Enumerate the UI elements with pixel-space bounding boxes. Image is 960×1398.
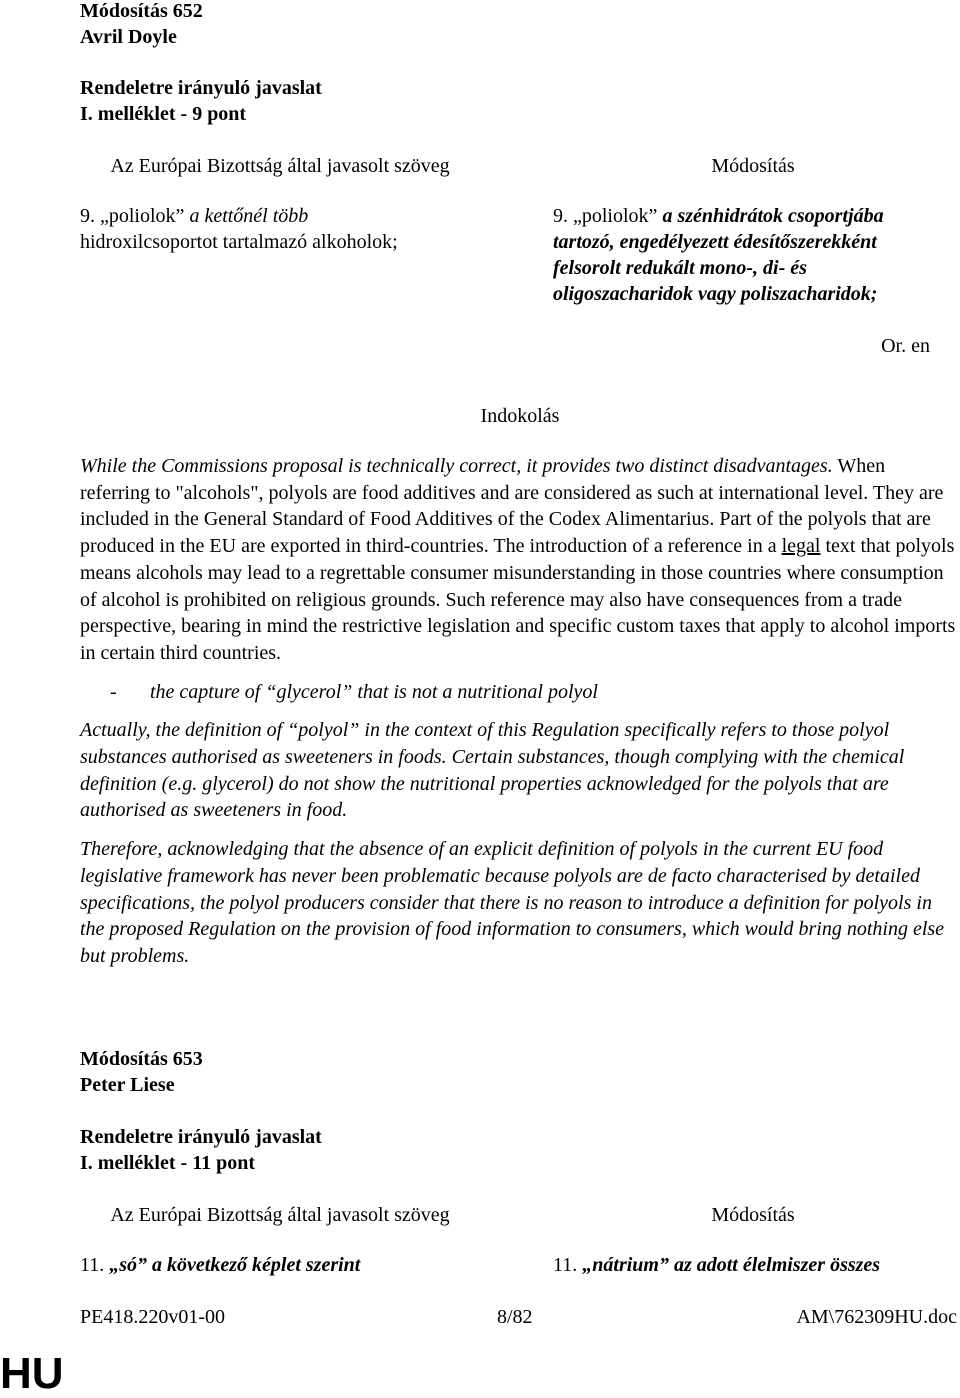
amendment-title-2: Módosítás 653 <box>80 1048 203 1070</box>
justification-p1-part-a: While the Commissions proposal is technically correct, it provides two distinct disadvantages. <box>80 455 833 477</box>
commission-text-2 <box>80 1252 360 1278</box>
justification-p1-part-b <box>80 455 955 664</box>
bullet-item <box>80 679 960 706</box>
amendment-text-2 <box>553 1252 880 1278</box>
amendment-text-line2: tartozó, engedélyezett édesítőszerekként <box>553 231 877 253</box>
justification-label: Indokolás <box>480 405 560 427</box>
commission-text-header: Az Európai Bizottság által javasolt szöveg <box>110 155 450 177</box>
commission-text-prefix: 9. „poliolok” <box>80 205 190 227</box>
language-mark: HU <box>0 1349 64 1398</box>
amendment-header: Módosítás <box>711 155 795 177</box>
footer-page-number: 8/82 <box>497 1306 533 1328</box>
amendment-text-prefix: 9. „poliolok” <box>553 205 663 227</box>
justification-paragraph-2: Actually, the definition of “polyol” in the context of this Regulation specifically refers to those polyol substances authorised as sweeteners in foods. Certain substances, though complying with the chemical definition (e.g. glycerol) do not show the nutritional properties acknowledged for the polyols that are authorised as sweeteners in food. <box>80 719 905 822</box>
commission-text <box>80 203 520 255</box>
bullet-text: the capture of “glycerol” that is not a nutritional polyol <box>150 680 598 703</box>
justification-p1-part-c: text that polyols means alcohols may lead to a regrettable consumer misunderstanding in those countries where consumption of alcohol is prohibited on religious grounds. Such reference may also have consequences from a trade perspective, bearing in mind the restrictive legislation and specific custom taxes that apply to alcohol imports in certain third countries. <box>80 535 956 664</box>
annex-reference: I. melléklet - 9 pont <box>80 103 247 125</box>
justification-paragraph-1 <box>80 453 960 667</box>
proposal-label: Rendeletre irányuló javaslat <box>80 77 322 99</box>
legal-underlined: legal <box>781 535 821 558</box>
amendment-text-line4: oligoszacharidok vagy poliszacharidok; <box>553 283 878 305</box>
commission-text-italic: a kettőnél több <box>189 205 309 227</box>
amendment-author: Avril Doyle <box>80 26 177 48</box>
amendment-title: Módosítás 652 <box>80 0 203 22</box>
proposal-label-2: Rendeletre irányuló javaslat <box>80 1126 322 1148</box>
amendment-text <box>553 203 960 307</box>
justification-body <box>80 453 960 970</box>
bullet-dash: - <box>110 680 117 703</box>
amendment-author-2: Peter Liese <box>80 1074 175 1096</box>
amendment-text-2-bold: „nátrium” az adott élelmiszer összes <box>582 1254 881 1276</box>
commission-text-2-num: 11. <box>80 1254 110 1276</box>
justification-paragraph-3: Therefore, acknowledging that the absence of an explicit definition of polyols in the current EU food legislative framework has never been problematic because polyols are de facto characterised by detailed specifications, the polyol producers consider that there is no reason to introduce a definition for polyols in the proposed Regulation on the provision of food information to consumers, which would bring nothing else but problems. <box>80 838 945 967</box>
commission-text-header-2: Az Európai Bizottság által javasolt szöveg <box>110 1204 450 1226</box>
original-language: Or. en <box>881 335 930 357</box>
amendment-header-2: Módosítás <box>711 1204 795 1226</box>
amendment-text-2-num: 11. <box>553 1254 583 1276</box>
amendment-text-line3: felsorolt redukált mono-, di- és <box>553 257 807 279</box>
commission-text-2-bold: „só” a következő képlet szerint <box>109 1254 361 1276</box>
footer-filename: AM\762309HU.doc <box>796 1306 957 1328</box>
justification-p1-part-b-text: When referring to "alcohols", polyols are food additives and are considered as such at international level. They are included in the General Standard of Food Additives of the Codex Alimentarius. Part of the polyols that are produced in the EU are exported in third-countries. The introduction of a reference in a <box>80 455 944 558</box>
amendment-text-bold: a szénhidrátok csoportjába <box>662 205 884 227</box>
footer-doc-reference: PE418.220v01-00 <box>80 1306 225 1328</box>
annex-reference-2: I. melléklet - 11 pont <box>80 1152 255 1174</box>
commission-text-line2: hidroxilcsoportot tartalmazó alkoholok; <box>80 231 398 253</box>
